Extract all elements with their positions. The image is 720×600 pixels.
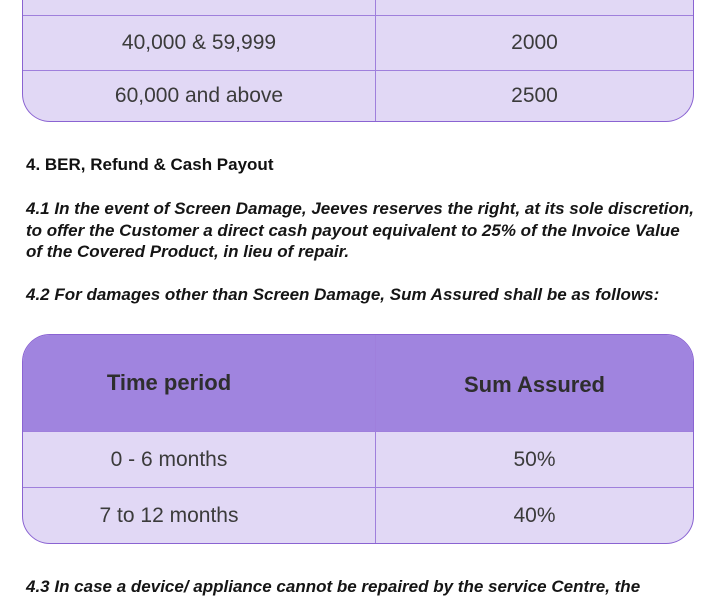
header-sum-assured [376, 335, 693, 431]
clause-4-1: 4.1 In the event of Screen Damage, Jeeves reserves the right, at its sole discretion, to offer the Customer a direct cash payout equivalent to 25% of the Invoice Value of the Covered Product, in lieu of repair. [26, 199, 694, 261]
table-row [23, 431, 693, 487]
range-cell: 60,000 and above [23, 71, 376, 121]
period-cell [23, 432, 376, 487]
table-cell [23, 0, 376, 15]
value-cell: 2000 [511, 31, 558, 54]
table-header-row [23, 335, 693, 431]
value-cell: 2500 [511, 84, 558, 107]
section-heading: 4. BER, Refund & Cash Payout [26, 155, 274, 174]
range-cell: 40,000 & 59,999 [23, 16, 376, 70]
period-label: 7 to 12 months [99, 503, 239, 527]
sum-cell: 40% [513, 503, 556, 527]
payout-table [22, 0, 694, 122]
sum-assured-table [22, 334, 694, 544]
clause-4-2: 4.2 For damages other than Screen Damage, Sum Assured shall be as follows: [26, 285, 660, 304]
table-row [23, 487, 693, 543]
sum-cell: 50% [513, 447, 556, 471]
table-row [23, 70, 693, 121]
period-label: 0 - 6 months [110, 447, 228, 471]
table-cell [376, 0, 693, 15]
clause-4-3: 4.3 In case a device/ appliance cannot be repaired by the service Centre, the [26, 577, 641, 596]
table-row [23, 0, 693, 15]
table-row [23, 15, 693, 70]
header-label: Time period [106, 370, 232, 395]
header-label: Sum Assured [463, 372, 605, 397]
period-cell [23, 488, 376, 543]
header-time-period [23, 335, 376, 431]
